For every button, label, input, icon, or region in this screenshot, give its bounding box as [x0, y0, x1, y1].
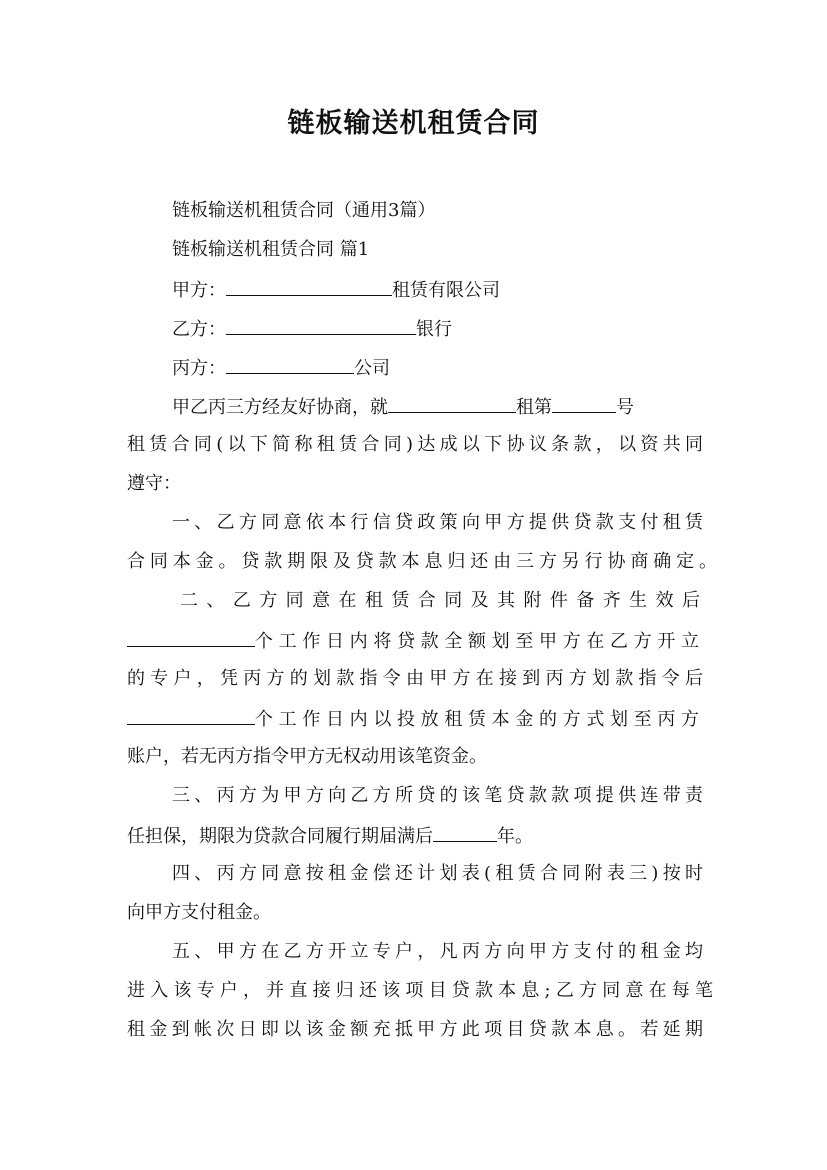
clause-2-line-3: 的专户，凭丙方的划款指令由甲方在接到丙方划款指令后 — [127, 668, 703, 689]
party-a-suffix: 租赁有限公司 — [392, 280, 500, 301]
clause-3-text-b: 年。 — [497, 826, 533, 847]
document-title: 链板输送机租赁合同 — [287, 108, 540, 139]
party-c-suffix: 公司 — [354, 358, 390, 379]
clause-3-line-1: 三、丙方为甲方向乙方所贷的该笔贷款款项提供连带责 — [172, 785, 703, 806]
clause-3-line-2 — [127, 823, 703, 849]
preamble-line-3: 遵守： — [127, 473, 181, 494]
clause-2-line-2 — [127, 628, 703, 654]
clause-2-text-2: 个工作日内将贷款全额划至甲方在乙方开立 — [255, 631, 699, 652]
clause-4-line-1: 四、丙方同意按租金偿还计划表(租赁合同附表三)按时 — [172, 863, 703, 884]
clause-2-blank-1 — [127, 628, 255, 647]
preamble-line-1 — [172, 394, 634, 420]
clause-5-line-1: 五、甲方在乙方开立专户，凡丙方向甲方支付的租金均 — [172, 941, 703, 962]
clause-3-text-a: 任担保，期限为贷款合同履行期届满后 — [127, 826, 433, 847]
party-c-line — [172, 355, 390, 381]
clause-2-line-5: 账户，若无丙方指令甲方无权动用该笔资金。 — [127, 746, 487, 767]
preamble-text-c: 号 — [616, 397, 634, 418]
party-a-line — [172, 277, 500, 303]
party-b-line — [172, 316, 452, 342]
clause-2-blank-2 — [127, 706, 255, 725]
party-b-label: 乙方： — [172, 319, 226, 340]
clause-5-line-2: 进入该专户，并直接归还该项目贷款本息;乙方同意在每笔 — [127, 980, 713, 1001]
clause-5-line-3: 租金到帐次日即以该金额充抵甲方此项目贷款本息。若延期 — [127, 1019, 703, 1040]
document-subtitle: 链板输送机租赁合同（通用3篇） — [172, 200, 436, 221]
clause-3-blank — [433, 823, 497, 842]
clause-1-line-2: 合同本金。贷款期限及贷款本息归还由三方另行协商确定。 — [127, 551, 717, 572]
party-b-blank — [226, 316, 416, 335]
clause-2-line-4 — [127, 706, 703, 732]
clause-1-line-1: 一、乙方同意依本行信贷政策向甲方提供贷款支付租赁 — [172, 512, 703, 533]
party-c-label: 丙方： — [172, 358, 226, 379]
party-b-suffix: 银行 — [416, 319, 452, 340]
preamble-text-b: 租第 — [516, 397, 552, 418]
party-a-label: 甲方： — [172, 280, 226, 301]
clause-2-text-4: 个工作日内以投放租赁本金的方式划至丙方 — [255, 709, 699, 730]
preamble-blank-2 — [552, 394, 616, 413]
clause-4-line-2: 向甲方支付租金。 — [127, 902, 271, 923]
preamble-line-2: 租赁合同(以下简称租赁合同)达成以下协议条款，以资共同 — [127, 434, 703, 455]
party-c-blank — [226, 355, 354, 374]
preamble-blank-1 — [388, 394, 516, 413]
clause-2-line-1: 二、乙方同意在租赁合同及其附件备齐生效后 — [180, 590, 700, 611]
part-heading: 链板输送机租赁合同 篇1 — [172, 239, 370, 260]
preamble-text-a: 甲乙丙三方经友好协商，就 — [172, 397, 388, 418]
party-a-blank — [226, 277, 392, 296]
